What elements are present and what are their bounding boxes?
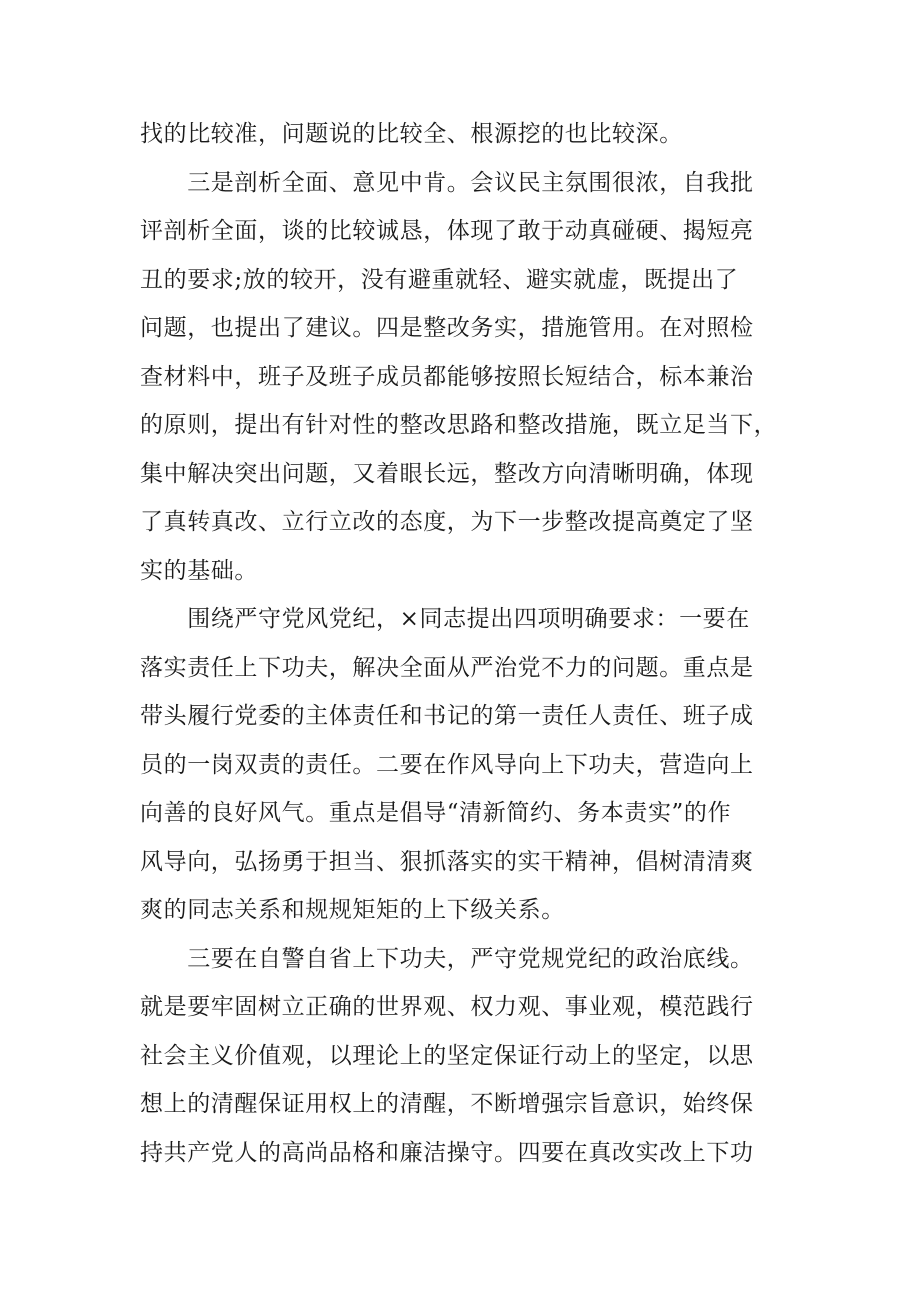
text-line: 员的一岗双责的责任。二要在作风导向上下功夫，营造向上: [140, 751, 754, 778]
text-line: 风导向，弘扬勇于担当、狠抓落实的实干精神，倡树清清爽: [140, 848, 754, 875]
text-line: 社会主义价值观，以理论上的坚定保证行动上的坚定，以思: [140, 1042, 754, 1069]
document-body: [140, 110, 800, 1177]
text-line: 持共产党人的高尚品格和廉洁操守。四要在真改实改上下功: [140, 1139, 754, 1166]
text-line: 的原则，提出有针对性的整改思路和整改措施，既立足当下，: [140, 412, 778, 438]
text-line: 丑的要求;放的较开，没有避重就轻、避实就虚，既提出了: [140, 266, 739, 293]
text-line: 三是剖析全面、意见中肯。会议民主氛围很浓，自我批: [140, 169, 754, 196]
text-line: 了真转真改、立行立改的态度，为下一步整改提高奠定了坚: [140, 509, 754, 535]
text-line: 三要在自警自省上下功夫，严守党规党纪的政治底线。: [140, 945, 754, 972]
text-line: 就是要牢固树立正确的世界观、权力观、事业观，模范践行: [140, 994, 754, 1020]
text-line: 评剖析全面，谈的比较诚恳，体现了敢于动真碰硬、揭短亮: [140, 218, 754, 244]
text-line: 向善的良好风气。重点是倡导“清新简约、务本责实”的作: [140, 800, 732, 826]
text-line: 查材料中，班子及班子成员都能够按照长短结合，标本兼治: [140, 363, 754, 390]
text-line: 实的基础。: [140, 557, 258, 584]
text-line: 问题，也提出了建议。四是整改务实，措施管用。在对照检: [140, 315, 754, 341]
text-line: 想上的清醒保证用权上的清醒，不断增强宗旨意识，始终保: [140, 1091, 754, 1117]
text-line: 落实责任上下功夫，解决全面从严治党不力的问题。重点是: [140, 654, 754, 681]
text-line: 集中解决突出问题，又着眼长远，整改方向清晰明确，体现: [140, 460, 754, 487]
text-line: 带头履行党委的主体责任和书记的第一责任人责任、班子成: [140, 703, 754, 729]
text-line: 找的比较准，问题说的比较全、根源挖的也比较深。: [140, 121, 683, 147]
text-line: 围绕严守党风党纪，×同志提出四项明确要求：一要在: [140, 606, 750, 632]
text-line: 爽的同志关系和规规矩矩的上下级关系。: [140, 897, 565, 923]
